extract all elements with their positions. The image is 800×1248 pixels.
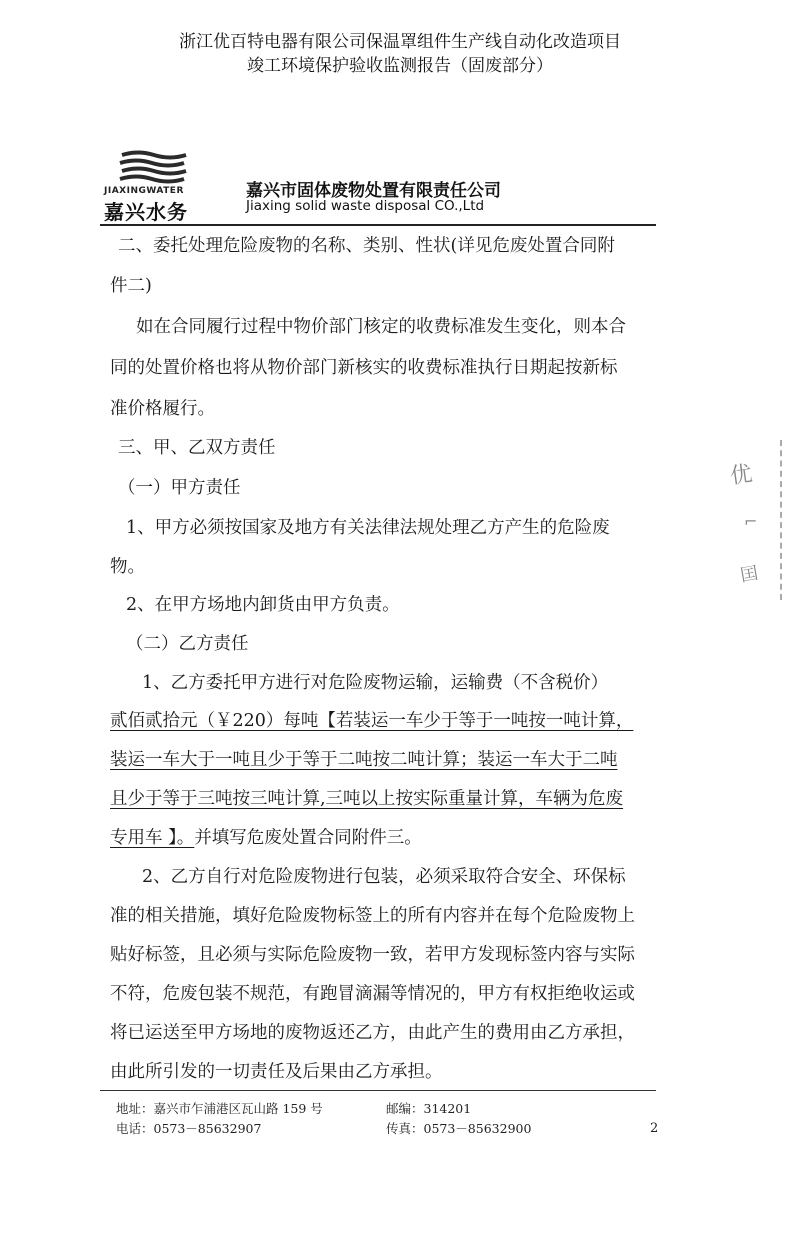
company-name-en: Jiaxing solid waste disposal CO.,Ltd bbox=[246, 198, 485, 214]
text-line-underlined: 贰佰贰拾元（￥220）每吨【若装运一车少于等于一吨按一吨计算， bbox=[110, 711, 634, 731]
footer-fax: 传真：0573－85632900 bbox=[386, 1121, 532, 1136]
text-line bbox=[110, 827, 422, 849]
text-line: 准价格履行。 bbox=[110, 399, 215, 419]
page-number: 2 bbox=[650, 1121, 659, 1136]
footer-phone: 电话：0573－85632907 bbox=[116, 1121, 262, 1136]
text-line: 件二) bbox=[110, 276, 152, 296]
binding-edge bbox=[780, 440, 784, 600]
text-line: 将已运送至甲方场地的废物返还乙方，由此产生的费用由乙方承担， bbox=[110, 1023, 635, 1043]
seal-fragment: 囯 bbox=[738, 562, 760, 587]
company-name-cn: 嘉兴市固体废物处置有限责任公司 bbox=[246, 181, 501, 201]
report-title bbox=[0, 30, 800, 78]
water-waves-icon bbox=[118, 150, 190, 186]
report-title-line-1: 浙江优百特电器有限公司保温罩组件生产线自动化改造项目 bbox=[179, 32, 621, 52]
logo-chinese-text: 嘉兴水务 bbox=[104, 200, 188, 224]
text-fragment: 并填写危废处置合同附件三。 bbox=[194, 828, 422, 848]
section-heading-2: 二、委托处理危险废物的名称、类别、性状(详见危废处置合同附 bbox=[118, 236, 615, 256]
footer-address: 地址：嘉兴市乍浦港区瓦山路 159 号 bbox=[116, 1101, 323, 1116]
footer-postcode: 邮编：314201 bbox=[386, 1101, 472, 1116]
text-line-underlined: 且少于等于三吨按三吨计算,三吨以上按实际重量计算，车辆为危废 bbox=[110, 789, 624, 809]
text-line-underlined: 装运一车大于一吨且少于等于二吨按二吨计算；装运一车大于二吨 bbox=[110, 750, 618, 770]
report-title-line-2: 竣工环境保护验收监测报告（固废部分） bbox=[247, 56, 553, 76]
subsection-heading-party-b: （二）乙方责任 bbox=[126, 634, 249, 654]
footer-divider bbox=[100, 1090, 656, 1091]
text-line: 1、乙方委托甲方进行对危险废物运输，运输费（不含税价） bbox=[142, 673, 609, 693]
text-line: 贴好标签，且必须与实际危险废物一致，若甲方发现标签内容与实际 bbox=[110, 945, 635, 965]
text-line: 物。 bbox=[110, 557, 145, 577]
letterhead-divider bbox=[100, 224, 656, 226]
text-line: 不符，危废包装不规范，有跑冒滴漏等情况的，甲方有权拒绝收运或 bbox=[110, 984, 635, 1004]
logo-english-text: JIAXINGWATER bbox=[104, 186, 184, 196]
text-line: 1、甲方必须按国家及地方有关法律法规处理乙方产生的危险废 bbox=[126, 518, 610, 538]
subsection-heading-party-a: （一）甲方责任 bbox=[118, 478, 241, 498]
section-heading-3: 三、甲、乙双方责任 bbox=[118, 438, 276, 458]
seal-fragment: 优 bbox=[728, 461, 754, 490]
text-line: 2、在甲方场地内卸货由甲方负责。 bbox=[126, 595, 400, 615]
seal-fragment: ⌐ bbox=[744, 512, 758, 531]
text-line: 如在合同履行过程中物价部门核定的收费标准发生变化，则本合 bbox=[136, 317, 626, 337]
text-line: 同的处置价格也将从物价部门新核实的收费标准执行日期起按新标 bbox=[110, 358, 618, 378]
underlined-fragment: 专用车 】。 bbox=[110, 828, 195, 848]
company-logo bbox=[104, 150, 196, 224]
text-line: 准的相关措施，填好危险废物标签上的所有内容并在每个危险废物上 bbox=[110, 906, 635, 926]
text-line: 由此所引发的一切责任及后果由乙方承担。 bbox=[110, 1062, 443, 1082]
text-line: 2、乙方自行对危险废物进行包装，必须采取符合安全、环保标 bbox=[142, 867, 626, 887]
